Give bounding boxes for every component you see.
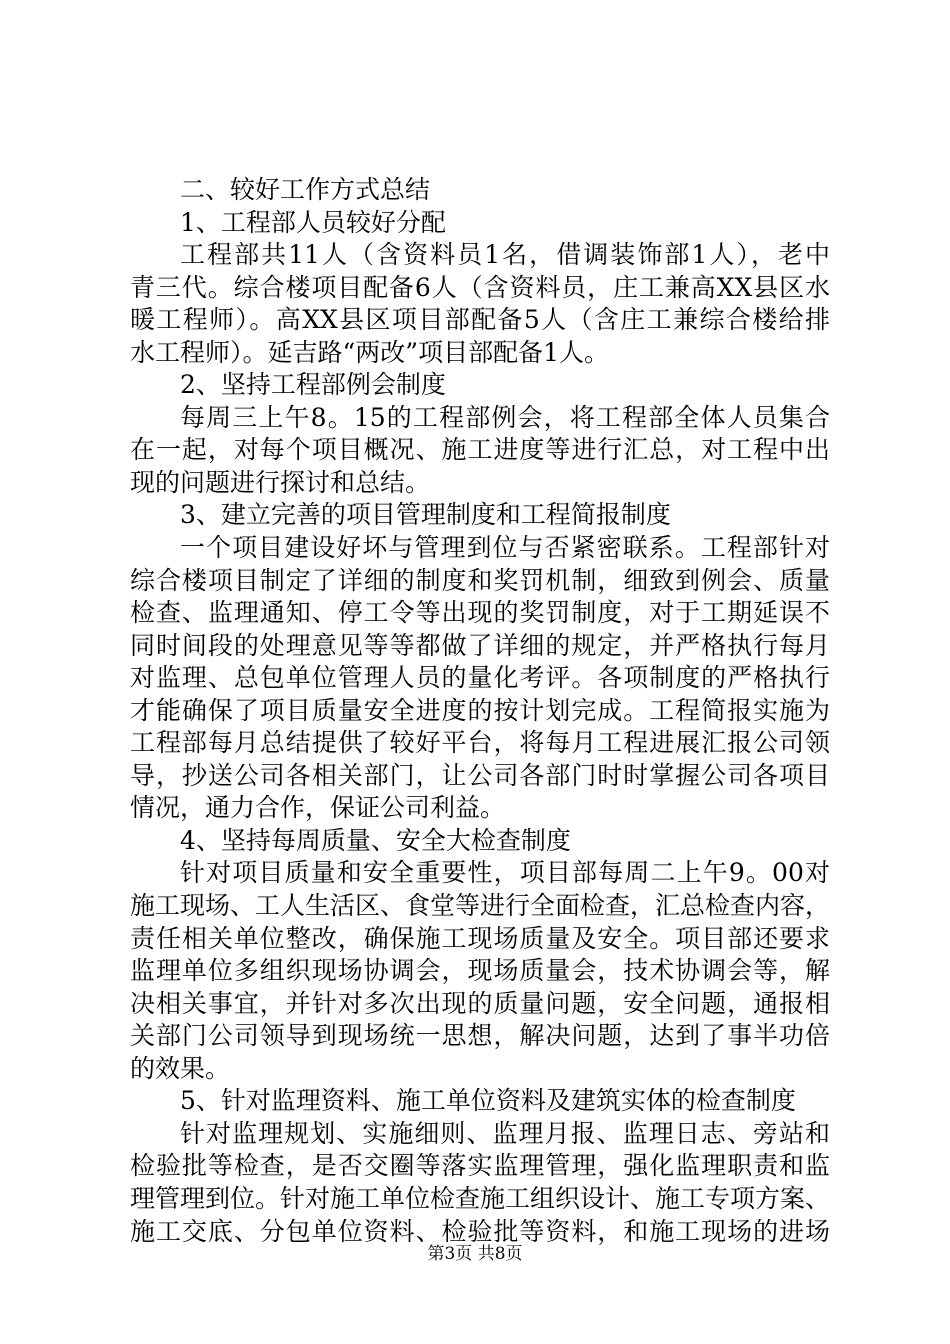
body-line: 施工现场、工人生活区、食堂等进行全面检查，汇总检查内容， [130,891,831,921]
body-line: 理管理到位。针对施工单位检查施工组织设计、施工专项方案、 [130,1183,831,1213]
body-line: 5、针对监理资料、施工单位资料及建筑实体的检查制度 [180,1086,796,1116]
body-line: 关部门公司领导到现场统一思想，解决问题，达到了事半功倍 [130,1021,830,1051]
body-line: 同时间段的处理意见等等都做了详细的规定，并严格执行每月 [130,630,830,660]
body-line: 导，抄送公司各相关部门，让公司各部门时时掌握公司各项目 [130,760,830,790]
body-line: 才能确保了项目质量安全进度的按计划完成。工程简报实施为 [130,695,830,725]
body-line: 综合楼项目制定了详细的制度和奖罚机制，细致到例会、质量 [130,565,830,595]
body-line: 施工交底、分包单位资料、检验批等资料，和施工现场的进场 [130,1216,830,1246]
page-footer: 第3页 共8页 [427,1244,523,1264]
body-line: 检验批等检查，是否交圈等落实监理管理，强化监理职责和监 [130,1151,830,1181]
body-line: 一个项目建设好坏与管理到位与否紧密联系。工程部针对 [180,533,830,563]
body-line: 暖工程师）。高XX县区项目部配备5人（含庄工兼综合楼给排 [130,305,830,335]
body-line: 监理单位多组织现场协调会，现场质量会，技术协调会等，解 [130,956,830,986]
body-line: 3、建立完善的项目管理制度和工程简报制度 [180,500,671,530]
body-line: 决相关事宜，并针对多次出现的质量问题，安全问题，通报相 [130,988,830,1018]
body-line: 青三代。综合楼项目配备6人（含资料员，庄工兼高XX县区水 [130,272,830,302]
body-line: 针对项目质量和安全重要性，项目部每周二上午9。00对 [180,858,830,888]
body-line: 的效果。 [130,1053,231,1083]
body-line: 1、工程部人员较好分配 [180,207,446,237]
document-body [130,174,830,1248]
body-line: 对监理、总包单位管理人员的量化考评。各项制度的严格执行 [130,663,830,693]
body-line: 工程部共11人（含资料员1名，借调装饰部1人），老中 [180,240,830,270]
body-line: 水工程师）。延吉路“两改”项目部配备1人。 [130,337,609,367]
body-line: 在一起，对每个项目概况、施工进度等进行汇总，对工程中出 [130,435,830,465]
body-line: 情况，通力合作，保证公司利益。 [130,793,506,823]
body-line: 针对监理规划、实施细则、监理月报、监理日志、旁站和 [180,1118,830,1148]
body-line: 工程部每月总结提供了较好平台，将每月工程进展汇报公司领 [130,728,830,758]
body-line: 二、较好工作方式总结 [180,175,431,204]
body-line: 责任相关单位整改，确保施工现场质量及安全。项目部还要求 [130,923,830,953]
body-line: 每周三上午8。15的工程部例会，将工程部全体人员集合 [180,402,830,432]
body-line: 检查、监理通知、停工令等出现的奖罚制度，对于工期延误不 [130,598,830,628]
body-line: 现的问题进行探讨和总结。 [130,467,431,497]
body-line: 2、坚持工程部例会制度 [180,370,446,400]
body-line: 4、坚持每周质量、安全大检查制度 [180,825,571,855]
